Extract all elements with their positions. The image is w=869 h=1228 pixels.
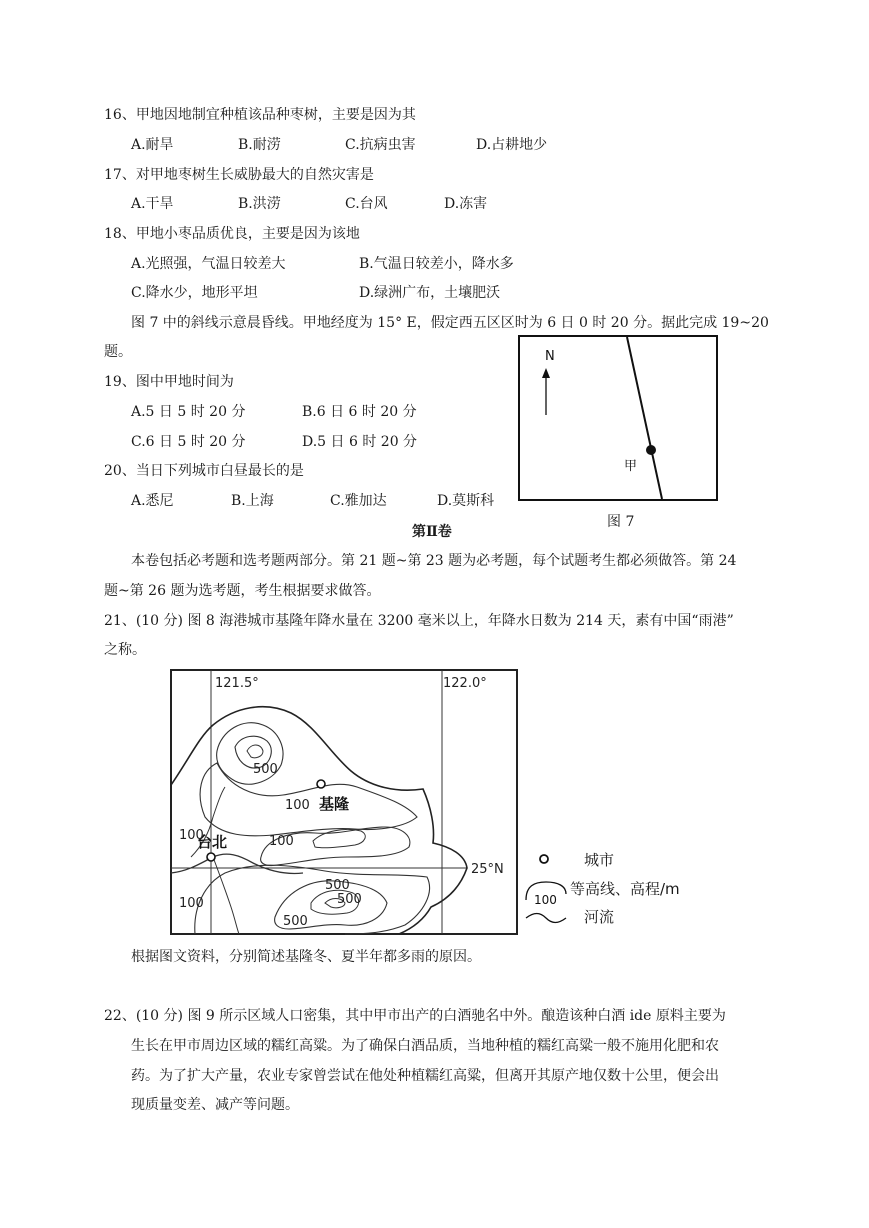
q18-stem: 18、甲地小枣品质优良，主要是因为该地 (104, 226, 360, 242)
contour-label-500-south-c: 500 (283, 914, 308, 929)
q18-option-a: A.光照强，气温日较差大 (131, 256, 286, 272)
q16-stem: 16、甲地因地制宜种植该品种枣树，主要是因为其 (104, 107, 416, 123)
figure-7-caption: 图 7 (607, 514, 635, 530)
terminator-line (627, 337, 662, 499)
contour-south-100 (195, 865, 430, 934)
contour-label-100-central: 100 (269, 834, 294, 849)
q16-option-c: C.抗病虫害 (345, 137, 416, 153)
contour-label-100-southwest: 100 (179, 896, 204, 911)
q18-option-d: D.绿洲广布，土壤肥沃 (359, 285, 501, 301)
section-2-line1: 本卷包括必考题和选考题两部分。第 21 题~第 23 题为必考题，每个试题考生都必须做答。第 24 (131, 553, 737, 569)
q20-option-a: A.悉尼 (131, 493, 174, 509)
q20-option-b: B.上海 (231, 493, 274, 509)
section-2-title: 第Ⅱ卷 (412, 524, 452, 540)
point-jia (646, 445, 656, 455)
q16-option-d: D.占耕地少 (476, 137, 548, 153)
q21-line2: 之称。 (104, 642, 146, 658)
contour-label-500-south-b: 500 (337, 892, 362, 907)
lon-121-5-label: 121.5° (215, 676, 259, 691)
q19-stem: 19、图中甲地时间为 (104, 374, 234, 390)
contour-label-500-south-a: 500 (325, 878, 350, 893)
river-branch-2 (213, 857, 239, 934)
q21-line1: 21、(10 分) 图 8 海港城市基隆年降水量在 3200 毫米以上，年降水日数为 214 天，素有中国“雨港” (104, 613, 734, 629)
q21-question: 根据图文资料，分别简述基隆冬、夏半年都多雨的原因。 (131, 949, 481, 965)
q20-option-c: C.雅加达 (330, 493, 387, 509)
q22-line4: 现质量变差、减产等问题。 (131, 1097, 299, 1113)
q22-line3: 药。为了扩大产量，农业专家曾尝试在他处种植糯红高粱，但离开其原产地仅数十公里，便会出 (131, 1068, 719, 1084)
north-label: N (545, 349, 555, 364)
legend-contour-label: 等高线、高程/m (570, 880, 680, 898)
figure-8-map (165, 667, 525, 937)
city-taipei-marker (207, 853, 215, 861)
q20-stem: 20、当日下列城市白昼最长的是 (104, 463, 304, 479)
legend-contour-value: 100 (534, 893, 557, 907)
q17-option-a: A.干旱 (131, 196, 174, 212)
city-keelung-label: 基隆 (319, 795, 350, 813)
lat-25n-label: 25°N (471, 862, 504, 877)
q19-option-a: A.5 日 5 时 20 分 (131, 404, 246, 420)
contour-label-100-north: 100 (285, 798, 310, 813)
q18-option-c: C.降水少，地形平坦 (131, 285, 258, 301)
intro-19-20-line2: 题。 (104, 344, 132, 360)
q17-stem: 17、对甲地枣树生长威胁最大的自然灾害是 (104, 167, 374, 183)
q22-line2: 生长在甲市周边区域的糯红高粱。为了确保白酒品质，当地种植的糯红高粱一般不施用化肥和农 (131, 1038, 719, 1054)
intro-19-20-line1: 图 7 中的斜线示意晨昏线。甲地经度为 15° E，假定西五区区时为 6 日 0 时 20 分。据此完成 19~20 (131, 315, 769, 331)
north-arrow-icon (542, 368, 550, 378)
contour-label-100-taipei: 100 (179, 828, 204, 843)
coastline (171, 707, 467, 934)
contour-label-500-north: 500 (253, 762, 278, 777)
q19-option-b: B.6 日 6 时 20 分 (302, 404, 417, 420)
lon-122-0-label: 122.0° (443, 676, 487, 691)
legend-city-label: 城市 (584, 851, 615, 869)
q20-option-d: D.莫斯科 (437, 493, 495, 509)
point-jia-label: 甲 (624, 459, 638, 474)
legend-river-label: 河流 (584, 908, 615, 926)
q17-option-c: C.台风 (345, 196, 388, 212)
q22-line1: 22、(10 分) 图 9 所示区域人口密集，其中甲市出产的白酒驰名中外。酿造该种白酒 ide 原料主要为 (104, 1008, 726, 1024)
contour-north-peak (247, 745, 263, 758)
q16-option-b: B.耐涝 (238, 137, 281, 153)
city-taipei-label: 台北 (197, 833, 228, 851)
q16-option-a: A.耐旱 (131, 137, 174, 153)
q17-option-d: D.冻害 (444, 196, 488, 212)
legend-city-icon (540, 855, 548, 863)
q17-option-b: B.洪涝 (238, 196, 281, 212)
figure-7 (518, 335, 720, 503)
q19-option-c: C.6 日 5 时 20 分 (131, 434, 246, 450)
legend-river-icon (526, 914, 566, 923)
q19-option-d: D.5 日 6 时 20 分 (302, 434, 418, 450)
q18-option-b: B.气温日较差小，降水多 (359, 256, 514, 272)
city-keelung-marker (317, 780, 325, 788)
section-2-line2: 题~第 26 题为选考题，考生根据要求做答。 (104, 583, 381, 599)
